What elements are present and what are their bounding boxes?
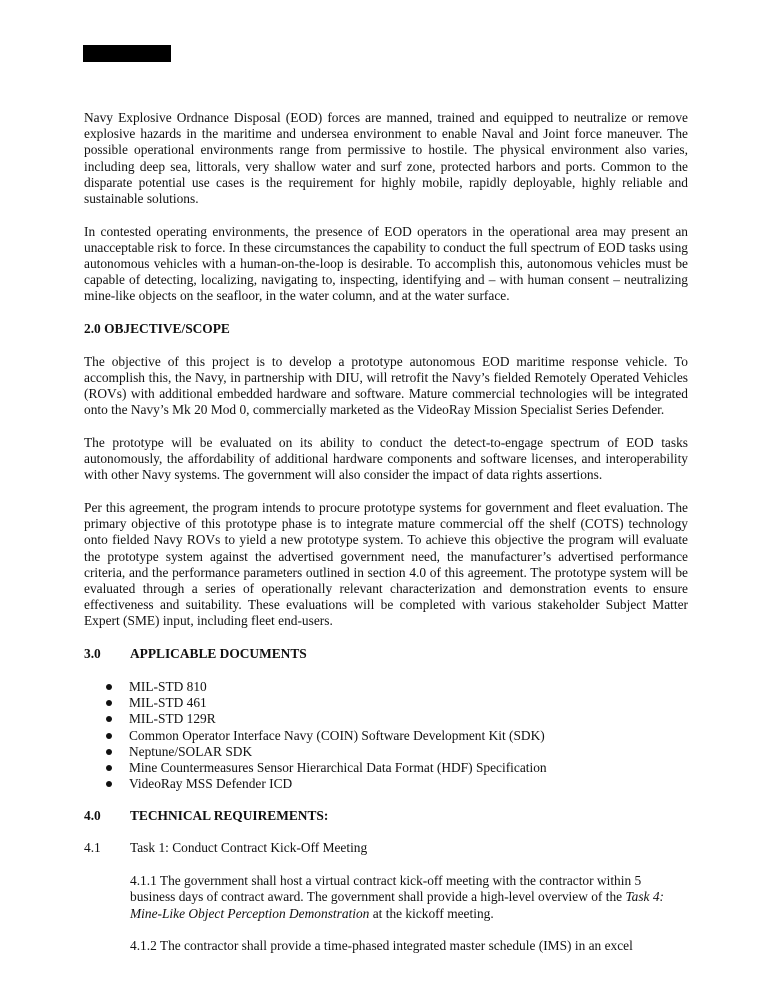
- list-item-text: Common Operator Interface Navy (COIN) Software Development Kit (SDK): [129, 727, 545, 743]
- task-1-number: 4.1: [84, 840, 101, 856]
- section-2-heading-text: 2.0 OBJECTIVE/SCOPE: [84, 321, 230, 337]
- list-item: [84, 760, 688, 776]
- section-3-number: 3.0: [84, 645, 101, 661]
- bullet-icon: [106, 700, 112, 706]
- list-item-text: MIL-STD 461: [129, 694, 207, 710]
- list-item: [84, 711, 688, 727]
- section-4-heading-text: TECHNICAL REQUIREMENTS:: [130, 807, 329, 823]
- requirement-4-1-1: [130, 873, 688, 922]
- task-1-heading-text: Task 1: Conduct Contract Kick-Off Meeting: [130, 840, 368, 856]
- objective-paragraph-3: Per this agreement, the program intends to procure prototype systems for government and fleet evaluation. The primary objective of this prototype phase is to integrate mature commercial off the shelf (COTS) technology onto fielded Navy ROVs to yield a new prototype system. To achieve this objective the program will evaluate the prototype system against the advertised government need, the manufacturer’s advertised performance criteria, and the performance parameters outlined in section 4.0 of this agreement. The prototype system will be evaluated through a series of operationally relevant characterization and demonstration events to ensure effectiveness and suitability. These evaluations will be completed with various stakeholder Subject Matter Expert (SME) input, including fleet end-users.: [84, 499, 688, 629]
- section-3-heading-text: APPLICABLE DOCUMENTS: [130, 645, 307, 661]
- requirement-4-1-1-text: 4.1.1 The government shall host a virtual contract kick-off meeting with the contractor within 5 business days of contract award. The government shall provide a high-level overview of the: [130, 873, 642, 905]
- requirement-4-1-1-tail: at the kickoff meeting.: [369, 905, 494, 921]
- list-item: [84, 776, 688, 792]
- list-item: [84, 728, 688, 744]
- section-4-heading: [84, 808, 688, 824]
- objective-paragraph-1: The objective of this project is to develop a prototype autonomous EOD maritime response vehicle. To accomplish this, the Navy, in partnership with DIU, will retrofit the Navy’s fielded Remotely Operated Vehicles (ROVs) with additional embedded hardware and software. Mature commercial technologies will be integrated onto the Navy’s Mk 20 Mod 0, commercially marketed as the VideoRay Mission Specialist Series Defender.: [84, 353, 688, 418]
- list-item-text: VideoRay MSS Defender ICD: [129, 776, 293, 792]
- objective-paragraph-2: The prototype will be evaluated on its ability to conduct the detect-to-engage spectrum of EOD tasks autonomously, the affordability of additional hardware components and software licenses, and interoperability with other Navy systems. The government will also consider the impact of data rights assertions.: [84, 434, 688, 483]
- bullet-icon: [106, 684, 112, 690]
- list-item-text: MIL-STD 810: [129, 678, 207, 694]
- section-3-heading: [84, 646, 688, 662]
- document-page: [84, 110, 688, 971]
- requirement-4-1-2: 4.1.2 The contractor shall provide a time-phased integrated master schedule (IMS) in an excel: [130, 938, 633, 954]
- list-item: [84, 679, 688, 695]
- section-2-heading: [84, 321, 688, 337]
- bullet-icon: [106, 781, 112, 787]
- section-4-number: 4.0: [84, 807, 101, 823]
- task-1-heading: [84, 840, 688, 856]
- bullet-icon: [106, 765, 112, 771]
- bullet-icon: [106, 749, 112, 755]
- bullet-icon: [106, 733, 112, 739]
- intro-paragraph-1: Navy Explosive Ordnance Disposal (EOD) forces are manned, trained and equipped to neutralize or remove explosive hazards in the maritime and undersea environment to enable Naval and Joint force maneuver. The possible operational environments range from permissive to hostile. The physical environment also varies, including deep sea, littorals, very shallow water and surf zone, protected harbors and ports. Common to the disparate potential use cases is the requirement for highly mobile, rapidly deployable, highly reliable and sustainable solutions.: [84, 110, 688, 207]
- applicable-documents-list: [84, 679, 688, 793]
- intro-paragraph-2: In contested operating environments, the presence of EOD operators in the operational area may present an unacceptable risk to force. In these circumstances the capability to conduct the full spectrum of EOD tasks using autonomous vehicles with a human-on-the-loop is desirable. To accomplish this, autonomous vehicles must be capable of detecting, localizing, navigating to, inspecting, identifying and – with human consent – neutralizing mine-like objects on the seafloor, in the water column, and at the water surface.: [84, 223, 688, 304]
- task-4-reference: Task 4: Mine-Like Object Perception Demonstration: [130, 889, 665, 921]
- list-item-text: MIL-STD 129R: [129, 711, 216, 727]
- redaction-block: [83, 45, 171, 62]
- list-item-text: Mine Countermeasures Sensor Hierarchical Data Format (HDF) Specification: [129, 760, 547, 776]
- list-item: [84, 695, 688, 711]
- list-item-text: Neptune/SOLAR SDK: [129, 743, 253, 759]
- list-item: [84, 744, 688, 760]
- bullet-icon: [106, 716, 112, 722]
